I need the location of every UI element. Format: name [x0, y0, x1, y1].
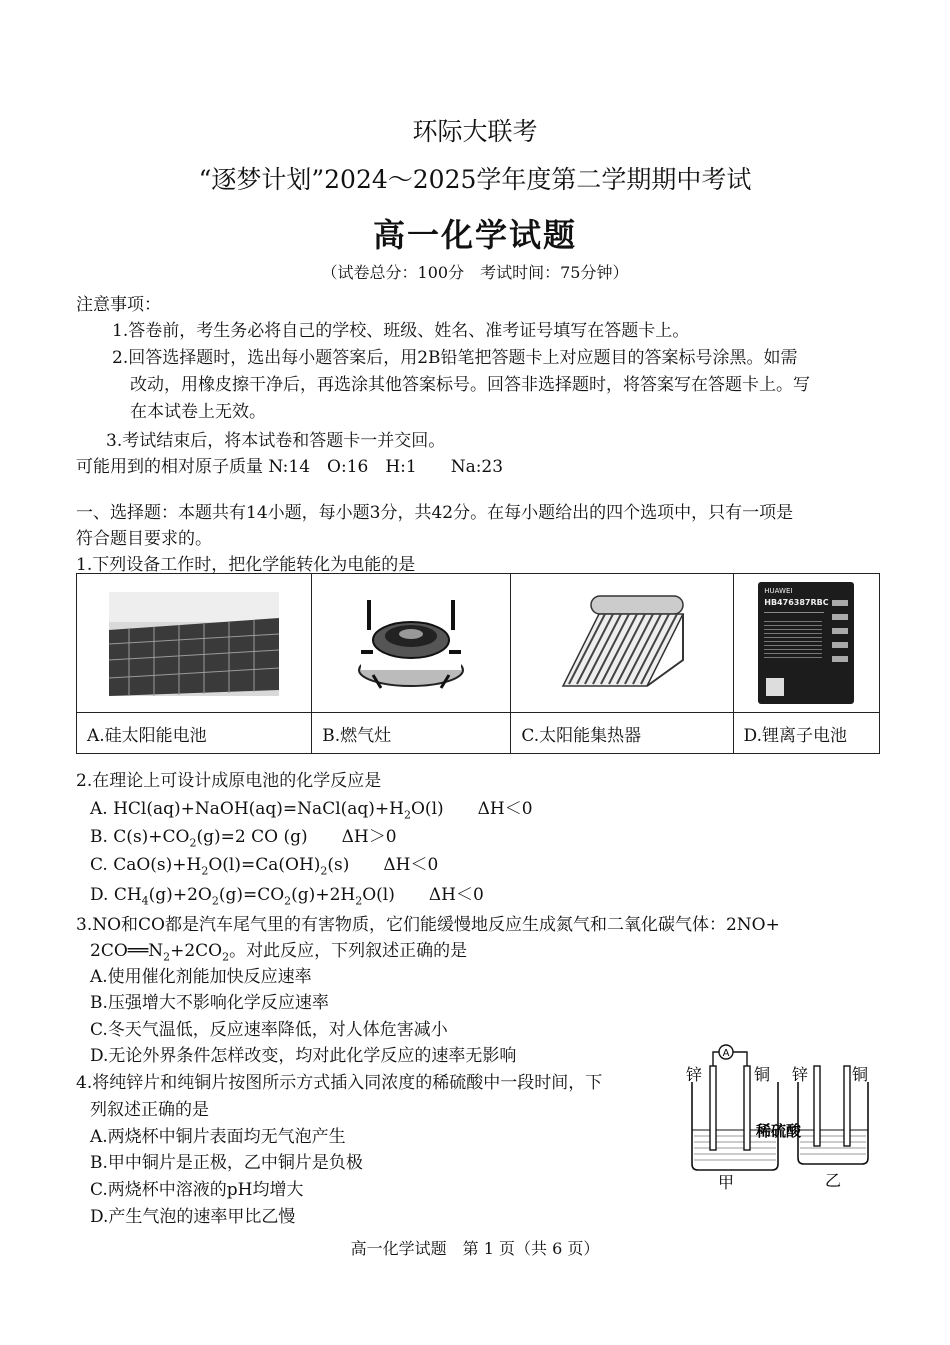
q1-stem: 1.下列设备工作时，把化学能转化为电能的是: [76, 555, 416, 575]
q2-stem: 2.在理论上可设计成原电池的化学反应是: [76, 771, 382, 791]
q3-option-a: A.使用催化剂能加快反应速率: [90, 967, 312, 987]
solar-panel-image: [77, 574, 312, 713]
q4-option-d: D.产生气泡的速率甲比乙慢: [90, 1207, 296, 1227]
label-zinc-yi: 锌: [792, 1065, 809, 1084]
q4-option-a: A.两烧杯中铜片表面均无气泡产生: [90, 1127, 346, 1147]
galvanic-cell-figure: [680, 1040, 880, 1192]
q2-option-c: C. $CaO(s)+H_2O(l)=Ca(OH)_2(s)$ ΔH＜0: [90, 855, 439, 878]
q1-option-a: A.硅太阳能电池: [77, 713, 312, 754]
notice-title: 注意事项：: [76, 295, 161, 315]
label-zinc-jia: 锌: [686, 1065, 703, 1084]
notice-item: 在本试卷上无效。: [130, 402, 266, 422]
acid-hatch-yi: [800, 1136, 866, 1154]
notice-item: 改动，用橡皮擦干净后，再选涂其他答案标号。回答非选择题时，将答案写在答题卡上。写: [130, 375, 810, 395]
q3-option-d: D.无论外界条件怎样改变，均对此化学反应的速率无影响: [90, 1046, 517, 1066]
zinc-plate-jia: [710, 1066, 716, 1150]
zinc-plate-yi: [814, 1066, 820, 1146]
label-jia: 甲: [717, 1173, 735, 1192]
exam-title: “逐梦计划”2024～2025学年度第二学期期中考试: [198, 165, 752, 194]
section-heading-cont: 符合题目要求的。: [76, 529, 212, 549]
q3-stem: 3.NO和CO都是汽车尾气里的有害物质，它们能缓慢地反应生成氮气和二氧化碳气体：2NO+: [76, 915, 780, 935]
gas-stove-image: [312, 574, 511, 713]
beaker-yi: [798, 1082, 868, 1164]
subject-title: 高一化学试题: [372, 216, 577, 254]
q4-option-b: B.甲中铜片是正极，乙中铜片是负极: [90, 1153, 363, 1173]
q4-stem-cont: 列叙述正确的是: [90, 1100, 209, 1120]
label-yi: 乙: [824, 1171, 842, 1190]
exam-meta: （试卷总分：100分 考试时间：75分钟）: [321, 263, 629, 282]
q1-option-b: B.燃气灶: [312, 713, 511, 754]
battery-model: HB476387RBC: [764, 598, 829, 607]
lithium-battery-image: [733, 574, 879, 713]
q1-option-c: C.太阳能集热器: [511, 713, 733, 754]
q3-stem-cont: $2CO══N_2+2CO_2$。对此反应，下列叙述正确的是: [90, 941, 468, 964]
label-copper-jia: 铜: [754, 1065, 771, 1084]
copper-plate-yi: [844, 1066, 850, 1146]
q3-option-b: B.压强增大不影响化学反应速率: [90, 993, 329, 1013]
q4-option-c: C.两烧杯中溶液的pH均增大: [90, 1180, 304, 1200]
q2-option-b: B. $C(s)+CO_2(g)=2$ CO (g) ΔH＞0: [90, 827, 397, 850]
copper-plate-jia: [744, 1066, 750, 1150]
notice-item: 3.考试结束后，将本试卷和答题卡一并交回。: [106, 431, 446, 451]
q3-option-c: C.冬天气温低，反应速率降低，对人体危害减小: [90, 1020, 448, 1040]
q2-option-d: D. $CH_4(g)+2O_2(g)=CO_2(g)+2H_2O(l)$ ΔH＜0: [90, 885, 484, 908]
q2-option-a: A. $HCl(aq)+NaOH(aq)=NaCl(aq)+H_2O(l)$ ΔH＜0: [90, 799, 533, 822]
q4-stem: 4.将纯锌片和纯铜片按图所示方式插入同浓度的稀硫酸中一段时间，下: [76, 1073, 603, 1093]
battery-brand: HUAWEI: [764, 587, 793, 595]
notice-item: 1.答卷前，考生务必将自己的学校、班级、姓名、准考证号填写在答题卡上。: [112, 321, 690, 341]
atomic-masses: 可能用到的相对原子质量 N:14 O:16 H:1 Na:23: [76, 457, 504, 477]
label-acid: 稀硫酸: [756, 1122, 802, 1140]
q1-options-table: [76, 573, 880, 754]
q1-option-d: D.锂离子电池: [733, 713, 879, 754]
section-heading: 一、选择题：本题共有14小题，每小题3分，共42分。在每小题给出的四个选项中，只有一项是: [76, 503, 794, 523]
ammeter-label: A: [722, 1048, 730, 1059]
solar-collector-image: [511, 574, 733, 713]
page-footer: 高一化学试题 第 1 页（共 6 页）: [350, 1239, 600, 1258]
exam-org: 环际大联考: [412, 117, 538, 146]
notice-item: 2.回答选择题时，选出每小题答案后，用2B铅笔把答题卡上对应题目的答案标号涂黑。如需: [112, 348, 798, 368]
label-copper-yi: 铜: [852, 1065, 869, 1084]
